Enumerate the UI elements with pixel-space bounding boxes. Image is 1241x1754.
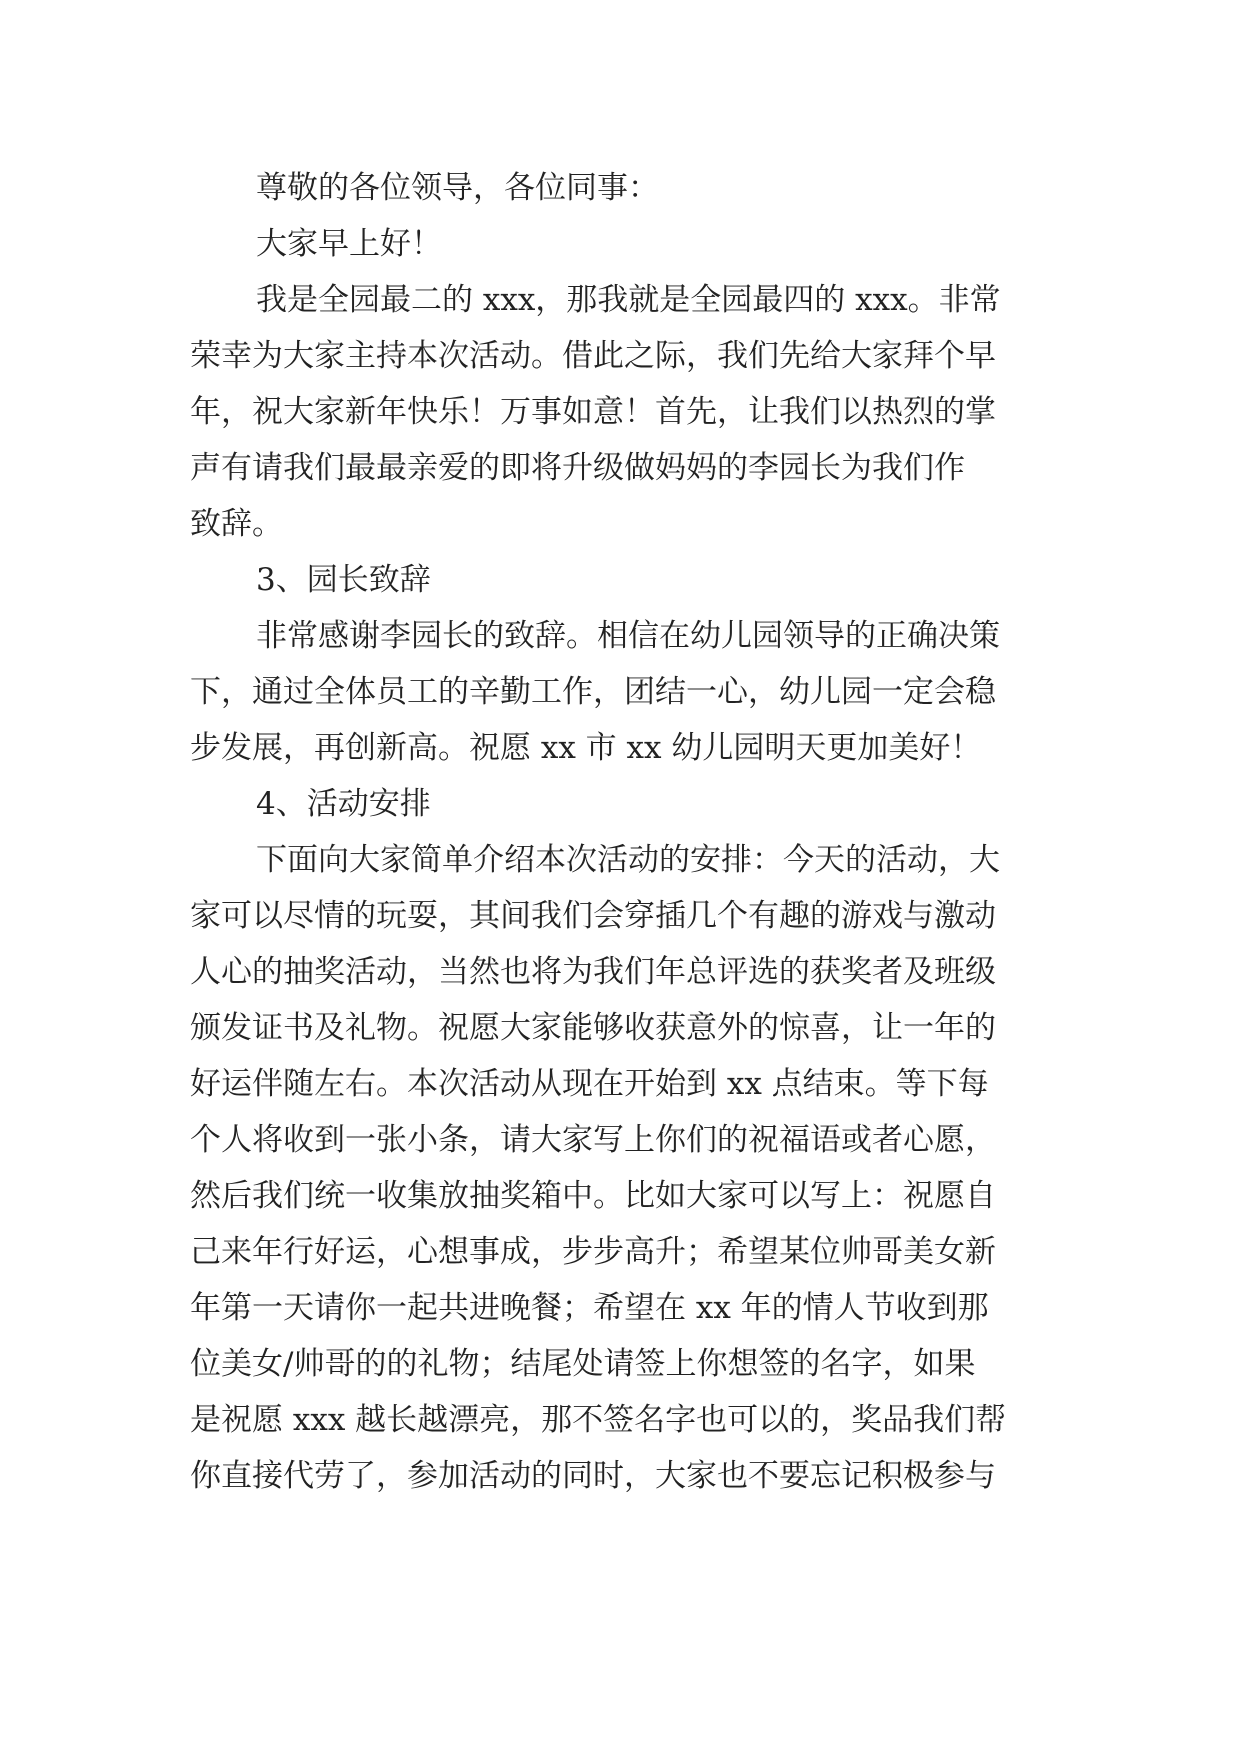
text-line: 好运伴随左右。本次活动从现在开始到 xx 点结束。等下每 (190, 1066, 989, 1102)
text-line: 非常感谢李园长的致辞。相信在幼儿园领导的正确决策 (256, 618, 1000, 654)
text-line: 年第一天请你一起共进晚餐；希望在 xx 年的情人节收到那 (190, 1290, 989, 1326)
text-line: 己来年行好运，心想事成，步步高升；希望某位帅哥美女新 (190, 1234, 996, 1270)
text-line: 尊敬的各位领导，各位同事： (256, 170, 659, 206)
text-line: 家可以尽情的玩耍，其间我们会穿插几个有趣的游戏与激动 (190, 898, 996, 934)
text-line: 大家早上好！ (256, 226, 442, 262)
text-line: 你直接代劳了，参加活动的同时，大家也不要忘记积极参与 (190, 1458, 996, 1494)
paragraph-activity-details (190, 832, 1070, 1504)
text-line: 颁发证书及礼物。祝愿大家能够收获意外的惊喜，让一年的 (190, 1010, 996, 1046)
text-line: 我是全园最二的 xxx，那我就是全园最四的 xxx。非常 (256, 282, 1001, 318)
text-line: 荣幸为大家主持本次活动。借此之际，我们先给大家拜个早 (190, 338, 996, 374)
text-line: 致辞。 (190, 506, 283, 542)
paragraph-greeting (190, 216, 1070, 272)
text-line: 然后我们统一收集放抽奖箱中。比如大家可以写上：祝愿自 (190, 1178, 996, 1214)
section-heading-activity-schedule (190, 776, 1070, 832)
paragraph-salutation (190, 160, 1070, 216)
text-line: 4、活动安排 (256, 786, 431, 822)
text-line: 步发展，再创新高。祝愿 xx 市 xx 幼儿园明天更加美好！ (190, 730, 982, 766)
paragraph-thanks (190, 608, 1070, 776)
text-line: 位美女/帅哥的的礼物；结尾处请签上你想签的名字，如果 (190, 1346, 976, 1382)
text-line: 年，祝大家新年快乐！万事如意！首先，让我们以热烈的掌 (190, 394, 996, 430)
text-line: 3、园长致辞 (256, 562, 431, 598)
text-line: 是祝愿 xxx 越长越漂亮，那不签名字也可以的，奖品我们帮 (190, 1402, 1007, 1438)
text-line: 人心的抽奖活动，当然也将为我们年总评选的获奖者及班级 (190, 954, 996, 990)
text-line: 个人将收到一张小条，请大家写上你们的祝福语或者心愿， (190, 1122, 996, 1158)
text-line: 下面向大家简单介绍本次活动的安排：今天的活动，大 (256, 842, 1000, 878)
document-body (190, 160, 1070, 1504)
text-line: 下，通过全体员工的辛勤工作，团结一心，幼儿园一定会稳 (190, 674, 996, 710)
section-heading-director-speech (190, 552, 1070, 608)
text-line: 声有请我们最最亲爱的即将升级做妈妈的李园长为我们作 (190, 450, 965, 486)
paragraph-host-intro (190, 272, 1070, 552)
